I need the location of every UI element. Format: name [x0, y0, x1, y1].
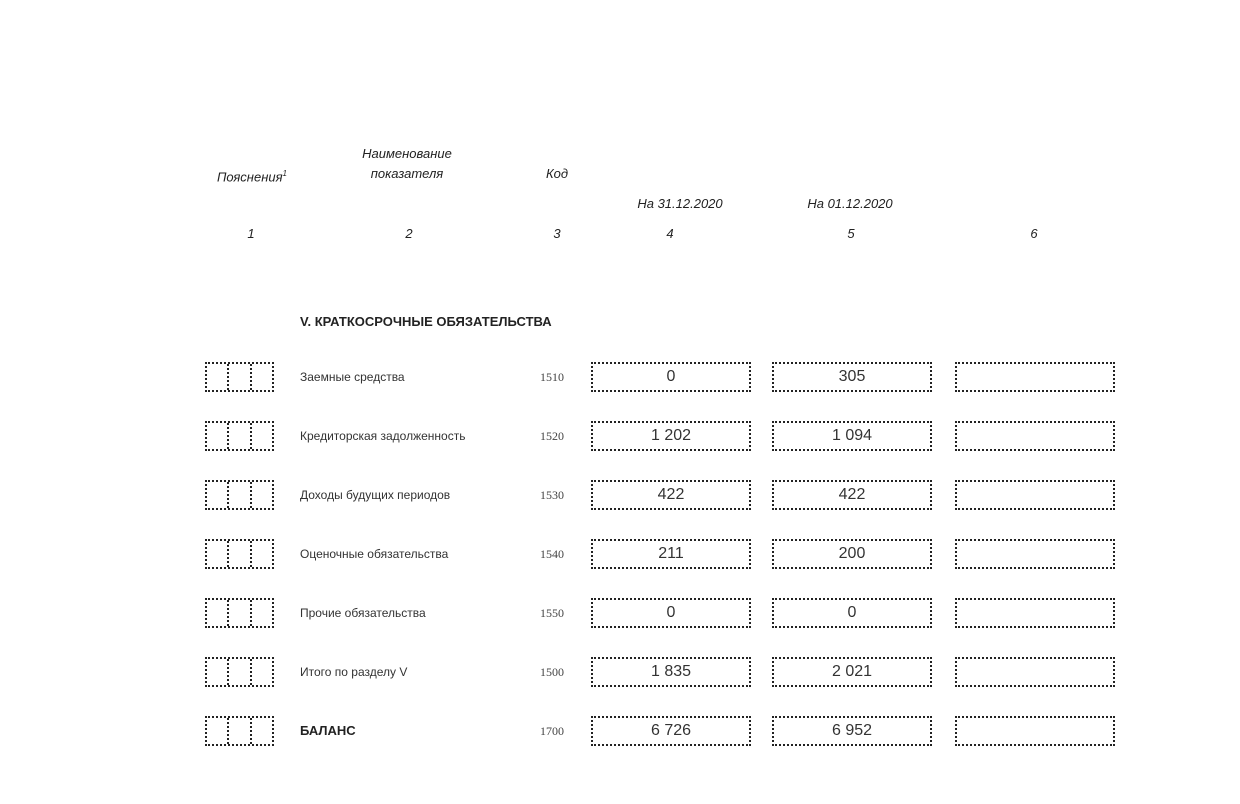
row-code: 1510 [540, 370, 564, 384]
explanation-cell[interactable] [229, 423, 251, 449]
explanation-cell[interactable] [252, 541, 272, 567]
explanation-cell[interactable] [207, 541, 229, 567]
explanation-field[interactable] [205, 657, 274, 687]
explanation-cell[interactable] [229, 541, 251, 567]
table-row [0, 539, 1240, 569]
header-date-previous: На 01.12.2020 [807, 196, 893, 211]
explanation-cell[interactable] [229, 600, 251, 626]
value-previous-field[interactable]: 422 [772, 480, 932, 510]
explanation-cell[interactable] [252, 659, 272, 685]
value-previous-field[interactable]: 305 [772, 362, 932, 392]
row-label: Доходы будущих периодов [300, 488, 451, 502]
header-date-current: На 31.12.2020 [637, 196, 723, 211]
explanation-cell[interactable] [252, 482, 272, 508]
explanation-cell[interactable] [207, 659, 229, 685]
explanation-field[interactable] [205, 480, 274, 510]
value-extra-field[interactable] [955, 539, 1115, 569]
explanation-cell[interactable] [229, 482, 251, 508]
value-current-field[interactable]: 0 [591, 598, 751, 628]
table-row [0, 421, 1240, 451]
header-indicator-name [340, 144, 474, 184]
explanation-cell[interactable] [207, 482, 229, 508]
row-label: Заемные средства [300, 370, 405, 384]
table-row [0, 657, 1240, 687]
explanation-field[interactable] [205, 362, 274, 392]
row-label: Кредиторская задолженность [300, 429, 466, 443]
explanation-cell[interactable] [207, 600, 229, 626]
row-code: 1500 [540, 665, 564, 679]
row-code: 1540 [540, 547, 564, 561]
explanation-cell[interactable] [252, 364, 272, 390]
value-previous-field[interactable]: 6 952 [772, 716, 932, 746]
explanation-field[interactable] [205, 421, 274, 451]
table-row [0, 362, 1240, 392]
row-code: 1700 [540, 724, 564, 738]
explanation-field[interactable] [205, 716, 274, 746]
value-previous-field[interactable]: 0 [772, 598, 932, 628]
value-extra-field[interactable] [955, 362, 1115, 392]
column-number-4: 4 [666, 226, 674, 241]
explanation-field[interactable] [205, 598, 274, 628]
table-row [0, 598, 1240, 628]
table-row [0, 480, 1240, 510]
row-label: Прочие обязательства [300, 606, 426, 620]
explanation-cell[interactable] [252, 718, 272, 744]
row-label: Оценочные обязательства [300, 547, 449, 561]
column-number-1: 1 [247, 226, 255, 241]
column-number-6: 6 [1030, 226, 1038, 241]
value-extra-field[interactable] [955, 598, 1115, 628]
value-current-field[interactable]: 1 835 [591, 657, 751, 687]
value-previous-field[interactable]: 2 021 [772, 657, 932, 687]
value-current-field[interactable]: 0 [591, 362, 751, 392]
header-indicator-name-line2: показателя [370, 166, 444, 181]
section-title: V. КРАТКОСРОЧНЫЕ ОБЯЗАТЕЛЬСТВА [300, 314, 552, 329]
row-code: 1550 [540, 606, 564, 620]
value-current-field[interactable]: 422 [591, 480, 751, 510]
value-current-field[interactable]: 211 [591, 539, 751, 569]
explanation-cell[interactable] [207, 423, 229, 449]
row-label: Итого по разделу V [300, 665, 408, 679]
row-code: 1530 [540, 488, 564, 502]
explanation-cell[interactable] [252, 600, 272, 626]
explanation-cell[interactable] [252, 423, 272, 449]
column-number-5: 5 [847, 226, 855, 241]
header-indicator-name-line1: Наименование [362, 146, 452, 161]
explanation-cell[interactable] [229, 659, 251, 685]
column-number-3: 3 [553, 226, 561, 241]
row-label-balance: БАЛАНС [300, 723, 356, 738]
value-extra-field[interactable] [955, 421, 1115, 451]
table-row [0, 716, 1240, 746]
explanation-cell[interactable] [229, 364, 251, 390]
explanation-field[interactable] [205, 539, 274, 569]
row-code: 1520 [540, 429, 564, 443]
value-extra-field[interactable] [955, 480, 1115, 510]
explanation-cell[interactable] [207, 718, 229, 744]
header-explanations: Пояснения$^1$ [217, 169, 287, 185]
value-extra-field[interactable] [955, 716, 1115, 746]
value-current-field[interactable]: 1 202 [591, 421, 751, 451]
value-previous-field[interactable]: 1 094 [772, 421, 932, 451]
value-previous-field[interactable]: 200 [772, 539, 932, 569]
header-code: Код [545, 166, 569, 181]
value-extra-field[interactable] [955, 657, 1115, 687]
explanation-cell[interactable] [229, 718, 251, 744]
explanation-cell[interactable] [207, 364, 229, 390]
value-current-field[interactable]: 6 726 [591, 716, 751, 746]
column-number-2: 2 [405, 226, 413, 241]
